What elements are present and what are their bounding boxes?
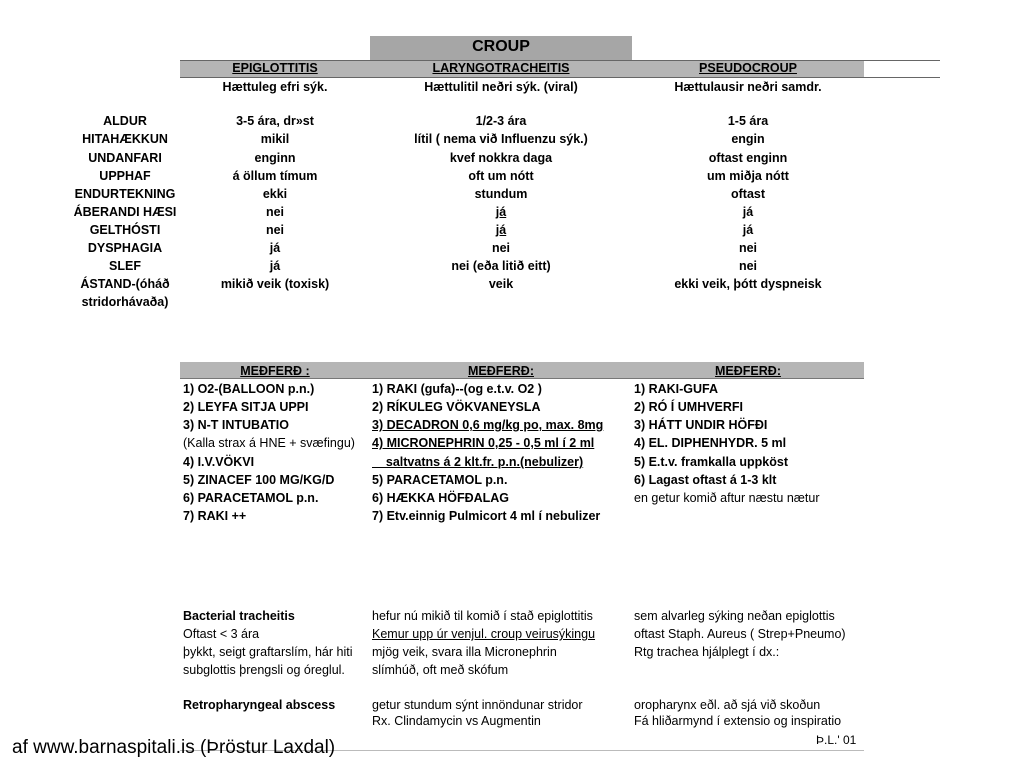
col-header-pseudocroup: PSEUDOCROUP <box>699 61 797 75</box>
note-line: subglottis þrengsli og óreglul. <box>183 663 345 677</box>
cell-laryngotracheitis: lítil ( nema við Influenzu sýk.) <box>414 132 588 146</box>
treatment-header-3: MEÐFERÐ: <box>715 364 781 378</box>
cell-epiglottitis: 3-5 ára, dr»st <box>236 114 314 128</box>
note-line: Rtg trachea hjálplegt í dx.: <box>634 645 780 659</box>
treatment-item: 4) MICRONEPHRIN 0,25 - 0,5 ml í 2 ml <box>372 436 595 450</box>
treatment-item: 1) O2-(BALLOON p.n.) <box>183 382 315 396</box>
cell-pseudocroup: oftast <box>730 187 766 201</box>
cell-epiglottitis: enginn <box>254 151 296 165</box>
cell-epiglottitis: ekki <box>262 187 288 201</box>
treatment-item: 5) E.t.v. framkalla uppköst <box>634 455 788 469</box>
cell-pseudocroup: já <box>742 223 754 237</box>
cell-laryngotracheitis: já <box>495 205 507 219</box>
row-label: ÁSTAND-(óháð <box>80 277 170 291</box>
treatment-item: 4) I.V.VÖKVI <box>183 455 255 469</box>
note-line: oftast Staph. Aureus ( Strep+Pneumo) <box>634 627 846 641</box>
note-line: sem alvarleg sýking neðan epiglottis <box>634 609 835 623</box>
note-line: getur stundum sýnt innöndunar stridor <box>372 698 583 712</box>
note-line: oropharynx eðl. að sjá við skoðun <box>634 698 821 712</box>
cell-laryngotracheitis: kvef nokkra daga <box>449 151 553 165</box>
row-label: HITAHÆKKUN <box>82 132 168 146</box>
subheader-laryngotracheitis: Hættulitil neðri sýk. (viral) <box>424 80 578 94</box>
cell-epiglottitis: já <box>269 241 281 255</box>
treatment-item: 1) RAKI-GUFA <box>634 382 719 396</box>
divider <box>180 77 940 78</box>
cell-pseudocroup: nei <box>738 259 758 273</box>
cell-pseudocroup: nei <box>738 241 758 255</box>
cell-laryngotracheitis: stundum <box>474 187 528 201</box>
retro-heading: Retropharyngeal abscess <box>183 698 336 712</box>
cell-laryngotracheitis: nei (eða litið eitt) <box>451 259 551 273</box>
treatment-item: 3) DECADRON 0,6 mg/kg po, max. 8mg <box>372 418 604 432</box>
col-header-laryngotracheitis: LARYNGOTRACHEITIS <box>432 61 570 75</box>
cell-laryngotracheitis: 1/2-3 ára <box>475 114 527 128</box>
page-title: CROUP <box>472 38 530 55</box>
treatment-item: 2) LEYFA SITJA UPPI <box>183 400 309 414</box>
treatment-item: en getur komið aftur næstu nætur <box>634 491 820 505</box>
cell-epiglottitis: mikið veik (toxisk) <box>220 277 330 291</box>
treatment-item: 4) EL. DIPHENHYDR. 5 ml <box>634 436 787 450</box>
note-line: Kemur upp úr venjul. croup veirusýkingu <box>372 627 596 641</box>
source-caption: af www.barnaspitali.is (Þröstur Laxdal) <box>12 737 336 758</box>
note-line: slímhúð, oft með skófum <box>372 663 509 677</box>
cell-laryngotracheitis: veik <box>488 277 514 291</box>
treatment-item: 1) RAKI (gufa)--(og e.t.v. O2 ) <box>372 382 542 396</box>
cell-pseudocroup: já <box>742 205 754 219</box>
cell-epiglottitis: nei <box>265 223 285 237</box>
treatment-item: 6) PARACETAMOL p.n. <box>183 491 319 505</box>
row-label: UPPHAF <box>99 169 151 183</box>
row-label: GELTHÓSTI <box>89 223 161 237</box>
treatment-item: 7) Etv.einnig Pulmicort 4 ml í nebulizer <box>372 509 601 523</box>
treatment-item: 5) ZINACEF 100 MG/KG/D <box>183 473 335 487</box>
col-header-epiglottitis: EPIGLOTTITIS <box>232 61 318 75</box>
row-label: ALDUR <box>103 114 147 128</box>
cell-laryngotracheitis: já <box>495 223 507 237</box>
row-label: SLEF <box>109 259 141 273</box>
subheader-epiglottitis: Hættuleg efri sýk. <box>222 80 328 94</box>
cell-epiglottitis: á öllum tímum <box>232 169 318 183</box>
treatment-item: 3) N-T INTUBATIO <box>183 418 290 432</box>
cell-pseudocroup: ekki veik, þótt dyspneisk <box>674 277 822 291</box>
cell-epiglottitis: já <box>269 259 281 273</box>
treatment-item: 6) HÆKKA HÖFÐALAG <box>372 491 510 505</box>
divider <box>180 378 864 379</box>
cell-pseudocroup: engin <box>731 132 765 146</box>
treatment-item: 2) RÍKULEG VÖKVANEYSLA <box>372 400 541 414</box>
note-line: Rx. Clindamycin vs Augmentin <box>372 714 541 728</box>
treatment-item: 5) PARACETAMOL p.n. <box>372 473 508 487</box>
treatment-item: 3) HÁTT UNDIR HÖFÐI <box>634 418 768 432</box>
cell-epiglottitis: mikil <box>260 132 290 146</box>
treatment-item: 6) Lagast oftast á 1-3 klt <box>634 473 777 487</box>
signature: Þ.L.' 01 <box>816 733 857 747</box>
treatment-item: saltvatns á 2 klt.fr. p.n.(nebulizer) <box>372 455 584 469</box>
cell-laryngotracheitis: nei <box>491 241 511 255</box>
note-line: Oftast < 3 ára <box>183 627 260 641</box>
cell-pseudocroup: um miðja nótt <box>707 169 789 183</box>
row-label-cont: stridorhávaða) <box>81 295 169 309</box>
treatment-header-2: MEÐFERÐ: <box>468 364 534 378</box>
cell-pseudocroup: 1-5 ára <box>727 114 769 128</box>
treatment-item: 2) RÓ Í UMHVERFI <box>634 400 744 414</box>
cell-epiglottitis: nei <box>265 205 285 219</box>
row-label: DYSPHAGIA <box>87 241 163 255</box>
note-line: Fá hliðarmynd í extensio og inspiratio <box>634 714 842 728</box>
row-label: ÁBERANDI HÆSI <box>73 205 177 219</box>
cell-laryngotracheitis: oft um nótt <box>468 169 534 183</box>
row-label: UNDANFARI <box>88 151 162 165</box>
note-line: hefur nú mikið til komið í stað epiglottitis <box>372 609 593 623</box>
treatment-item: 7) RAKI ++ <box>183 509 247 523</box>
note-line: mjög veik, svara illa Micronephrin <box>372 645 557 659</box>
treatment-header-1: MEÐFERÐ : <box>240 364 310 378</box>
subheader-pseudocroup: Hættulausir neðri samdr. <box>674 80 822 94</box>
row-label: ENDURTEKNING <box>74 187 176 201</box>
note-line: þykkt, seigt graftarslím, hár hiti <box>183 645 353 659</box>
bacterial-heading: Bacterial tracheitis <box>183 609 295 623</box>
treatment-item: (Kalla strax á HNE + svæfingu) <box>183 436 355 450</box>
cell-pseudocroup: oftast enginn <box>708 151 788 165</box>
